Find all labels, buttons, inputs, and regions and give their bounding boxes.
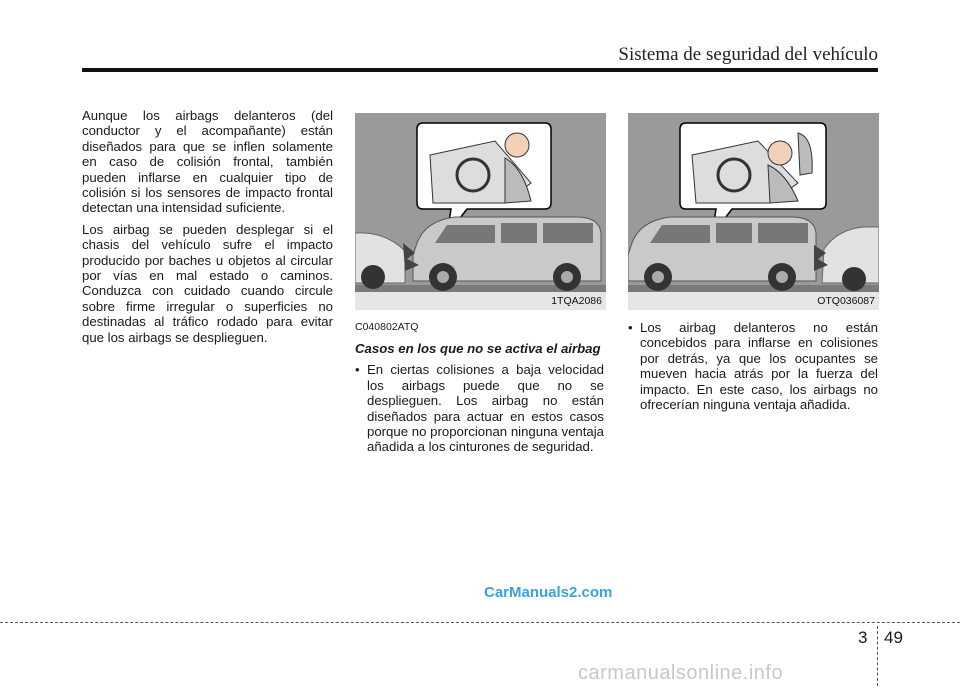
footer-rule <box>0 622 960 623</box>
page-separator <box>877 626 878 686</box>
front-collision-drawing <box>355 113 606 310</box>
image-label: OTQ036087 <box>817 295 875 307</box>
page-number: 49 <box>884 628 903 647</box>
right-column <box>628 320 878 418</box>
site-watermark: carmanualsonline.info <box>578 662 784 684</box>
illustration-front-collision <box>355 113 606 310</box>
watermark-link[interactable]: CarManuals2.com <box>484 584 613 601</box>
paragraph-1: Aunque los airbags delanteros (del conductor y el acompañante) están diseñados para que se inflen solamente en caso de colisión frontal, también pueden inflarse en cualquier tipo de colisión si los sensores de impacto frontal detectan una intensidad suficiente. <box>82 108 333 216</box>
section-code: C040802ATQ <box>355 321 419 333</box>
image-label: 1TQA2086 <box>551 295 602 307</box>
middle-column <box>355 320 604 461</box>
illustration-rear-collision <box>628 113 879 310</box>
header-rule <box>82 68 878 72</box>
section-subheading: Casos en los que no se activa el airbag <box>355 341 601 357</box>
section-number: 3 <box>858 628 868 647</box>
left-column <box>82 108 333 351</box>
bullet-item: • Los airbag delanteros no están concebidos para inflarse en colisiones por detrás, ya que los ocupantes se mueven hacia atrás por la fuerza del impacto. En este caso, los airbags no ofrecerían ninguna ventaja añadida. <box>628 320 878 412</box>
bullet-item: • En ciertas colisiones a baja velocidad los airbags puede que no se desplieguen. Los airbag no están diseñados para actuar en estos casos porque no proporcionan ninguna ventaja añadida a los cinturones de seguridad. <box>355 362 604 454</box>
page-header-title: Sistema de seguridad del vehículo <box>618 44 878 65</box>
rear-collision-drawing <box>628 113 879 310</box>
paragraph-2: Los airbag se pueden desplegar si el chasis del vehículo sufre el impacto producido por baches u objetos al circular por vías en mal estado o caminos. Conduzca con cuidado cuando circule sobre firme irregular o superficies no destinadas al tráfico rodado para evitar que los airbags se desplieguen. <box>82 221 333 345</box>
